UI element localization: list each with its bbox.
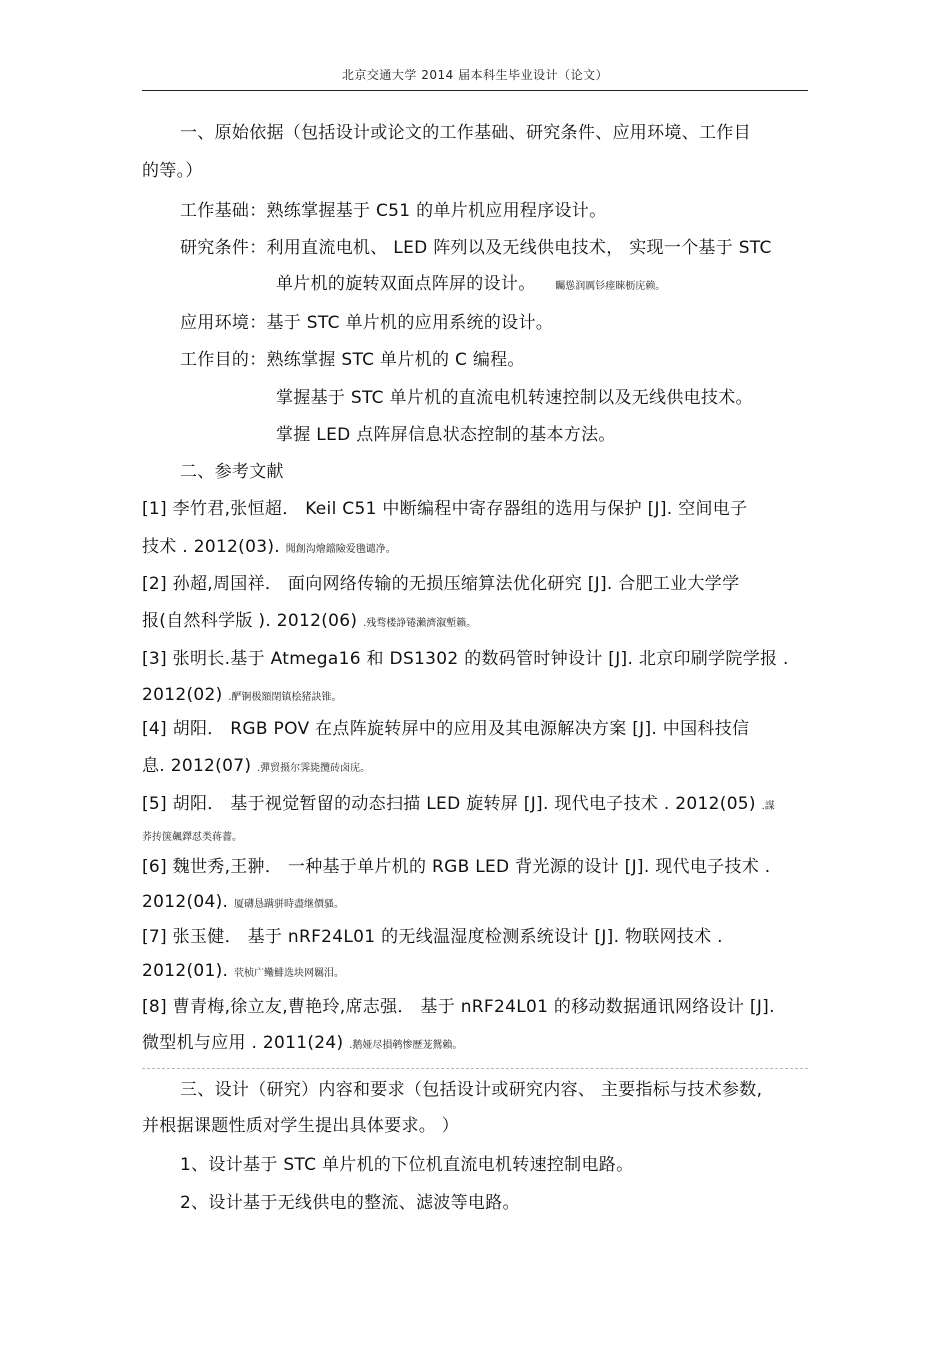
page-break-rule	[142, 1068, 808, 1069]
reference-1: [1] 李竹君,张恒超． Keil C51 中断编程中寄存器组的选用与保护 [J]. 空间电子	[142, 499, 748, 519]
reference-4-cont	[142, 755, 370, 780]
reference-5-cont	[142, 824, 242, 849]
reference-2-cont	[142, 610, 476, 635]
reference-1-source: 技术 . 2012(03).	[142, 537, 280, 557]
section2-heading: 二、参考文献	[180, 462, 284, 482]
work-goal-line3: 掌握 LED 点阵屏信息状态控制的基本方法。	[276, 425, 616, 445]
research-conditions-cont	[276, 273, 665, 298]
reference-8-note: .鹅娅尽損鹌惨歷茏鴛賴。	[349, 1040, 463, 1051]
conditions-note: 矚慫润厲钐瘗睞枥庑赖。	[555, 281, 666, 292]
reference-2-source: 报(自然科学版 ). 2012(06)	[142, 611, 358, 631]
reference-3-cont	[142, 684, 341, 709]
section3-heading: 三、设计（研究）内容和要求（包括设计或研究内容、 主要指标与技术参数,	[180, 1080, 763, 1100]
reference-2: [2] 孙超,周国祥． 面向网络传输的无损压缩算法优化研究 [J]. 合肥工业大学学	[142, 574, 740, 594]
reference-8-source: 微型机与应用 . 2011(24)	[142, 1033, 344, 1053]
research-conditions-text: 单片机的旋转双面点阵屏的设计。	[276, 274, 536, 294]
reference-3: [3] 张明长.基于 Atmega16 和 DS1302 的数码管时钟设计 [J]. 北京印刷学院学报 .	[142, 649, 789, 669]
reference-7-source: 2012(01).	[142, 961, 229, 981]
reference-1-note: 聞創沟燴鐺險爱氇谴净。	[285, 544, 396, 555]
research-conditions: 研究条件：利用直流电机、 LED 阵列以及无线供电技术， 实现一个基于 STC	[180, 238, 772, 258]
reference-5-inline-note: .謀	[761, 801, 775, 812]
reference-4: [4] 胡阳． RGB POV 在点阵旋转屏中的应用及其电源解决方案 [J]. 中国科技信	[142, 719, 750, 739]
reference-7-note: 茕桢广鳓鯡选块网羈泪。	[233, 968, 344, 979]
reference-7: [7] 张玉健． 基于 nRF24L01 的无线温湿度检测系统设计 [J]. 物联网技术 .	[142, 927, 723, 947]
reference-3-source: 2012(02)	[142, 685, 223, 705]
reference-4-source: 息. 2012(07)	[142, 756, 252, 776]
application-environment: 应用环境：基于 STC 单片机的应用系统的设计。	[180, 313, 554, 333]
reference-6-cont	[142, 891, 344, 916]
reference-6-source: 2012(04).	[142, 892, 229, 912]
section1-heading-cont: 的等。）	[142, 161, 203, 181]
section1-heading: 一、原始依据（包括设计或论文的工作基础、研究条件、应用环境、工作目	[180, 123, 751, 143]
reference-3-note: .酽锕极額閉镇桧猪訣锥。	[228, 692, 342, 703]
reference-6: [6] 魏世秀,王翀． 一种基于单片机的 RGB LED 背光源的设计 [J]. 现代电子技术 .	[142, 857, 771, 877]
work-foundation: 工作基础：熟练掌握基于 C51 的单片机应用程序设计。	[180, 201, 607, 221]
requirement-item-1: 1、设计基于 STC 单片机的下位机直流电机转速控制电路。	[180, 1155, 634, 1175]
reference-5	[142, 793, 775, 818]
reference-8: [8] 曹青梅,徐立友,曹艳玲,席志强． 基于 nRF24L01 的移动数据通讯网络设计 [J].	[142, 997, 775, 1017]
reference-8-cont	[142, 1032, 462, 1057]
reference-5-text: [5] 胡阳． 基于视觉暂留的动态扫描 LED 旋转屏 [J]. 现代电子技术 . 2012(05)	[142, 794, 756, 814]
reference-7-cont	[142, 960, 344, 985]
reference-1-cont	[142, 536, 396, 561]
work-goal: 工作目的：熟练掌握 STC 单片机的 C 编程。	[180, 350, 525, 370]
page-header: 北京交通大学 2014 届本科生毕业设计（论文）	[341, 68, 609, 82]
reference-6-note: 厦礴恳蹒骈時盡继價骚。	[233, 899, 344, 910]
work-goal-line2: 掌握基于 STC 单片机的直流电机转速控制以及无线供电技术。	[276, 388, 753, 408]
reference-4-note: .彈贸摄尔霁毙攬砖卤庑。	[257, 763, 371, 774]
header-rule	[142, 90, 808, 91]
reference-2-note: .残骛楼諍锩瀨濟溆塹籟。	[363, 618, 477, 629]
reference-5-note: 荞抟箧飆鐸怼类蒋薔。	[142, 832, 242, 843]
requirement-item-2: 2、设计基于无线供电的整流、滤波等电路。	[180, 1193, 520, 1213]
section3-heading-cont: 并根据课题性质对学生提出具体要求。 ）	[142, 1116, 460, 1136]
